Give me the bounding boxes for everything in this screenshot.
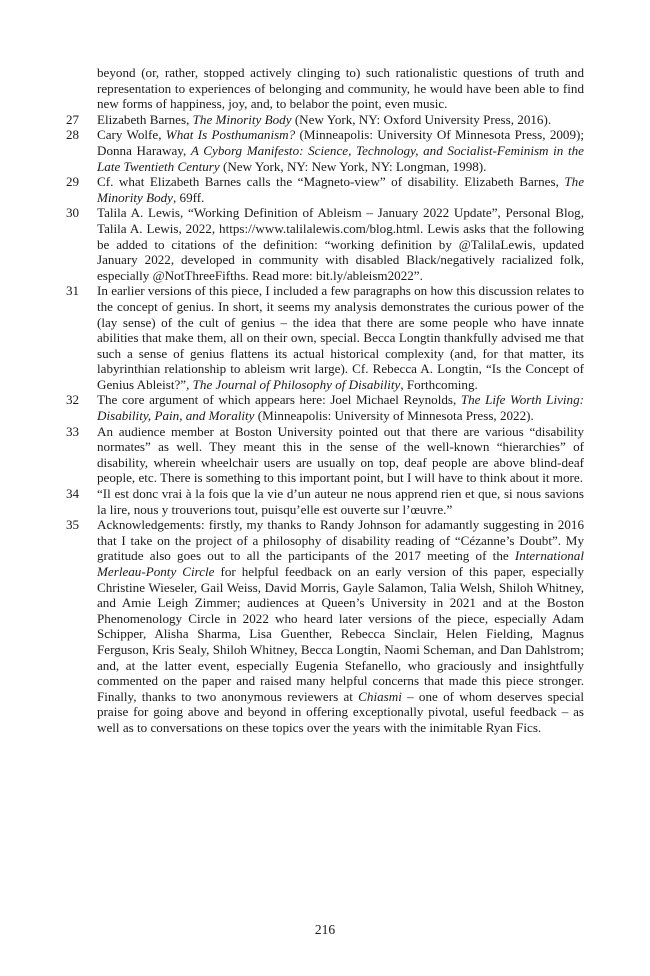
footnote-text-segment: Talila A. Lewis, “Working Definition of Ableism – January 2022 Update”, Personal Blog, Talila A. Lewis, 2022, https://www.talilalewis.com/blog.html. Lewis asks that the following be added to citations of the definition: “working definition by @TalilaLewis, updated January 2022, developed in community with disabled Black/negatively racialized folk, especially @NotThreeFifths. Read more: bit.ly/ableism2022”.	[97, 205, 584, 283]
footnote-text-segment: , 69ff.	[173, 189, 205, 205]
footnote-number: 29	[66, 174, 80, 190]
footnote-continuation	[66, 65, 584, 112]
footnote-text-segment: Cary Wolfe,	[97, 127, 166, 143]
footnote-number: 32	[66, 392, 80, 408]
footnote-text-segment: An audience member at Boston University pointed out that there are various “disability normates” as well. They meant this in the sense of the well-known “hierarchies” of disability, wherein wheelchair users are usually on top, deaf people are above blind-deaf people, etc. There is something to this important point, but I will have to think about it more.	[97, 423, 584, 486]
footnote-text	[97, 486, 584, 517]
footnote-italic-title: International Merleau-Ponty Circle	[97, 548, 584, 579]
footnote-text-segment: The core argument of which appears here: Joel Michael Reynolds,	[97, 392, 461, 408]
footnote-number: 31	[66, 283, 80, 299]
footnote-number: 28	[66, 127, 80, 143]
footnote-number: 34	[66, 486, 80, 502]
footnote-italic-title: The Life Worth Living: Disability, Pain, and Morality	[97, 392, 584, 424]
footnote-text-segment: (New York, NY: New York, NY: Longman, 1998).	[219, 158, 487, 174]
footnote-number: 35	[66, 517, 80, 533]
footnote-text-segment: , Forthcoming.	[400, 376, 478, 392]
footnote-text	[97, 392, 584, 423]
footnotes-section	[66, 65, 584, 736]
footnote-text	[97, 517, 584, 735]
page-number: 216	[314, 922, 336, 937]
footnote-text-segment: (New York, NY: Oxford University Press, 2016).	[291, 111, 552, 127]
footnote-text-segment: Elizabeth Barnes,	[97, 111, 193, 127]
footnote-text-segment: for helpful feedback on an early version of this paper, especially Christine Wieseler, Gail Weiss, David Morris, Gayle Salamon, Talia Welsh, Shiloh Whitney, and Amie Leigh Zimmer; audiences at Queen’s University in 2021 and at the Boston Phenomenology Circle in 2022 who heard later versions of the piece, especially Adam Schipper, Alisha Sharma, Lisa Guenther, Rebecca Sinclair, Helen Fielding, Magnus Ferguson, Kris Sealy, Shiloh Whitney, Becca Longtin, Naomi Scheman, and Dan Dahlstrom; and, at the latter event, especially Eugenia Stefanello, who graciously and insightfully commented on the paper and raised many helpful concerns that made this piece stronger. Finally, thanks to two anonymous reviewers at	[97, 564, 584, 704]
footnote-text-segment: Cf. what Elizabeth Barnes calls the “Magneto-view” of disability. Elizabeth Barnes,	[97, 174, 565, 190]
footnote-text-segment: “Il est donc vrai à la fois que la vie d’un auteur ne nous apprend rien et que, si nous savions la lire, nous y trouverions tout, puisqu’elle est ouverte sur l’œuvre.”	[97, 486, 584, 517]
footnote-italic-title: The Minority Body	[97, 174, 584, 205]
footnote-text-segment: (Minneapolis: University of Minnesota Press, 2022).	[254, 408, 534, 424]
footnote-text	[97, 127, 584, 174]
footnote-text	[97, 174, 584, 205]
footnote-italic-title: The Journal of Philosophy of Disability	[192, 376, 401, 392]
footnote-text-segment: – one of whom deserves special praise for going above and beyond in offering exceptionally pivotal, useful feedback – as well as to conversations on these topics over the years with the inimitable Ryan Fics.	[97, 688, 584, 735]
footnote-italic-title: Chiasmi	[358, 688, 402, 704]
footnote-29	[66, 174, 584, 205]
footnote-text-segment: (Minneapolis: University Of Minnesota Press, 2009); Donna Haraway,	[97, 127, 585, 158]
footnote-30	[66, 205, 584, 283]
footnote-text	[97, 424, 584, 486]
footnote-italic-title: The Minority Body	[192, 111, 292, 127]
footnote-34	[66, 486, 584, 517]
footnote-italic-title: What Is Posthumanism?	[165, 127, 296, 143]
footnote-number: 33	[66, 423, 80, 439]
footnote-italic-title: A Cyborg Manifesto: Science, Technology, and Socialist-Feminism in the Late Twentieth Century	[97, 142, 584, 174]
footnote-35	[66, 517, 584, 735]
footnote-text	[97, 205, 584, 283]
footnote-text-segment: In earlier versions of this piece, I included a few paragraphs on how this discussion relates to the concept of genius. In short, it seems my analysis demonstrates the curious power of the (lay sense) of the cult of genius – the idea that there are some people who have innate abilities that make them, all on their own, special. Becca Longtin thankfully advised me that such a sense of genius flattens its actual historical complexity (and, for that matter, its labyrinthian relationship to ableism writ large). Cf. Rebecca A. Longtin, “Is the Concept of Genius Ableist?”,	[97, 283, 584, 392]
footnote-31	[66, 283, 584, 392]
footnote-number: 30	[66, 205, 80, 221]
footnote-32	[66, 392, 584, 423]
footnote-27	[66, 112, 584, 128]
footnote-28	[66, 127, 584, 174]
footnote-text	[97, 112, 584, 128]
footnote-number: 27	[66, 111, 80, 127]
footnote-text-segment: Acknowledgements: firstly, my thanks to Randy Johnson for adamantly suggesting in 2016 that I take on the project of a philosophy of disability reading of “Cézanne’s Doubt”. My gratitude also goes out to all the participants of the 2017 meeting of the	[97, 517, 584, 564]
footnote-continuation-text: beyond (or, rather, stopped actively clinging to) such rationalistic questions of truth and representation to experiences of belonging and community, he would have been able to find new forms of happiness, joy, and, to belabor the point, even music.	[97, 65, 584, 112]
footnotes-list	[66, 112, 584, 736]
footnote-33	[66, 424, 584, 486]
footnote-text	[97, 283, 584, 392]
